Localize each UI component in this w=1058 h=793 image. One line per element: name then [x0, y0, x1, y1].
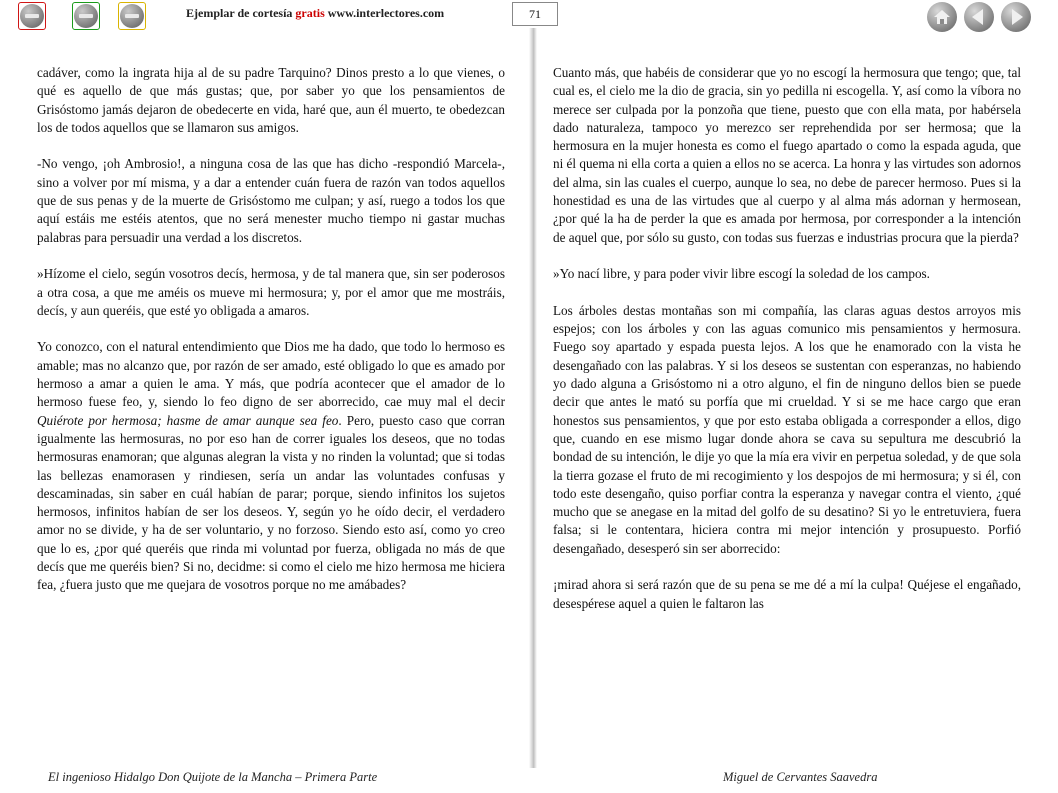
arrow-right-icon [1012, 9, 1023, 25]
close-icon [20, 4, 44, 28]
arrow-left-icon [972, 9, 983, 25]
paragraph: ¡mirad ahora si será razón que de su pena se me dé a mí la culpa! Quéjese el engañado, desespérese aquel a quien le faltaron las [553, 577, 1021, 611]
paragraph: »Hízome el cielo, según vosotros decís, hermosa, y de tal manera que, sin ser poderosos a otra cosa, a que me améis os mueve mi hermosura; y, por el amor que me mostráis, decís, y aun queréis, que esté yo obligada a amaros. [37, 266, 505, 318]
home-icon [934, 10, 950, 24]
paragraph: -No vengo, ¡oh Ambrosio!, a ninguna cosa de las que has dicho -respondió Marcela-, sino a volver por mí misma, y a dar a entender cuán fuera de razón van todos aquellos que de sus penas y de la muerte de Grisóstomo me culpan; y así, ruego a todos los que aquí estáis me estéis atentos, que no será menester mucho tiempo ni gastar muchas palabras para persuadir una verdad a los discretos. [37, 156, 505, 245]
minimize-icon [74, 4, 98, 28]
maximize-icon [120, 4, 144, 28]
courtesy-banner[interactable] [186, 6, 444, 21]
paragraph [37, 338, 505, 594]
courtesy-prefix: Ejemplar de cortesía [186, 6, 293, 20]
left-page-column [37, 64, 505, 595]
paragraph-text: . Pero, puesto caso que corran igualmente las hermosuras, no por eso han de correr iguales los deseos, que no todas hermosuras enamoran; que algunas alegran la vista y no rinden la voluntad; que si todas las bellezas enamorasen y rindiesen, sería un andar las voluntades confusas y descaminadas, sin saber en cuál habían de parar; porque, siendo infinitos los sujetos hermosos, infinitos habían de ser los deseos. Y, según yo he oído decir, el verdadero amor no se divide, y ha de ser voluntario, y no forzoso. Siendo esto así, como yo creo que lo es, ¿por qué queréis que rinda mi voluntad por fuerza, obligada no más de que decís que me queréis bien? Si no, decidme: si como el cielo me hizo hermosa me hiciera fea, ¿fuera justo que me quejara de vosotros porque no me amábades? [37, 412, 505, 593]
paragraph-text: Yo conozco, con el natural entendimiento que Dios me ha dado, que todo lo hermoso es amable; mas no alcanzo que, por razón de ser amado, esté obligado lo que es amado por hermoso a amar a quien le ama. Y más, que podría acontecer que el amador de lo hermoso fuese feo, y, siendo lo feo digno de ser aborrecido, cae muy mal el decir [37, 339, 505, 410]
courtesy-site-link[interactable]: www.interlectores.com [327, 6, 445, 20]
italic-quote: Quiérote por hermosa; hasme de amar aunque sea feo [37, 412, 339, 428]
home-button[interactable] [927, 2, 957, 32]
paragraph: Cuanto más, que habéis de considerar que yo no escogí la hermosura que tengo; que, tal cual es, el cielo me la dio de gracia, sin yo pedilla ni escogella. Y, así como la víbora no merece ser culpada por la ponzoña que tiene, puesto que con ella mata, por habérsela dado naturaleza, tampoco yo merezco ser reprehendida por ser hermosa; que la hermosura en la mujer honesta es como el fuego apartado o como la espada aguda, que ni él quema ni ella corta a quien a ellos no se acerca. La honra y las virtudes son adornos del alma, sin las cuales el cuerpo, aunque lo sea, no debe de parecer hermoso. Pues si la honestidad es una de las virtudes que al cuerpo y al alma más adornan y hermosean, ¿por qué la ha de perder la que es amada por hermosa, por corresponder a la intención de aquel que, por sólo su gusto, con todas sus fuerzas e industrias procura que la pierda? [553, 65, 1021, 245]
previous-page-button[interactable] [964, 2, 994, 32]
close-button[interactable] [18, 2, 46, 30]
book-spine [529, 28, 537, 768]
right-page-column [553, 64, 1021, 613]
maximize-button[interactable] [118, 2, 146, 30]
page-number-field[interactable]: 71 [512, 2, 558, 26]
footer-book-title: El ingenioso Hidalgo Don Quijote de la Mancha – Primera Parte [48, 770, 378, 784]
paragraph: »Yo nací libre, y para poder vivir libre escogí la soledad de los campos. [553, 266, 930, 282]
courtesy-highlight: gratis [295, 6, 325, 20]
next-page-button[interactable] [1001, 2, 1031, 32]
minimize-button[interactable] [72, 2, 100, 30]
footer-author: Miguel de Cervantes Saavedra [723, 770, 878, 784]
paragraph: Los árboles destas montañas son mi compañía, las claras aguas destos arroyos mis espejos; con los árboles y con las aguas comunico mis pensamientos y hermosura. Fuego soy apartado y espada puesta lejos. A los que he enamorado con la vista he desengañado con las palabras. Y si los deseos se sustentan con esperanzas, no habiendo yo dado alguna a Grisóstomo ni a otro alguno, el fin de ninguno dellos bien se puede decir que antes le mató su porfía que mi crueldad. Y si se me hace cargo que eran honestos sus pensamientos, y que por esto estaba obligada a corresponder a ellos, digo que, cuando en ese mismo lugar donde ahora se cava su sepultura me descubrió la bondad de su intención, le dije yo que la mía era vivir en perpetua soledad, y de que sola la tierra gozase el fruto de mi recogimiento y los despojos de mi hermosura; y si él, con todo este desengaño, quiso porfiar contra la esperanza y navegar contra el viento, ¿qué mucho que se anegase en la mitad del golfo de su desatino? Si yo le entretuviera, fuera falsa; si le contentara, hiciera contra mi mejor intención y prosupuesto. Porfió desengañado, desesperó sin ser aborrecido: [553, 302, 1021, 556]
paragraph: cadáver, como la ingrata hija al de su padre Tarquino? Dinos presto a lo que vienes, o qué es aquello de que más gustas; que, por saber yo que los pensamientos de Grisóstomo jamás dejaron de obedecerte en vida, haré que, aun él muerto, te obedezcan los de todos aquellos que se llamaron sus amigos. [37, 65, 505, 135]
